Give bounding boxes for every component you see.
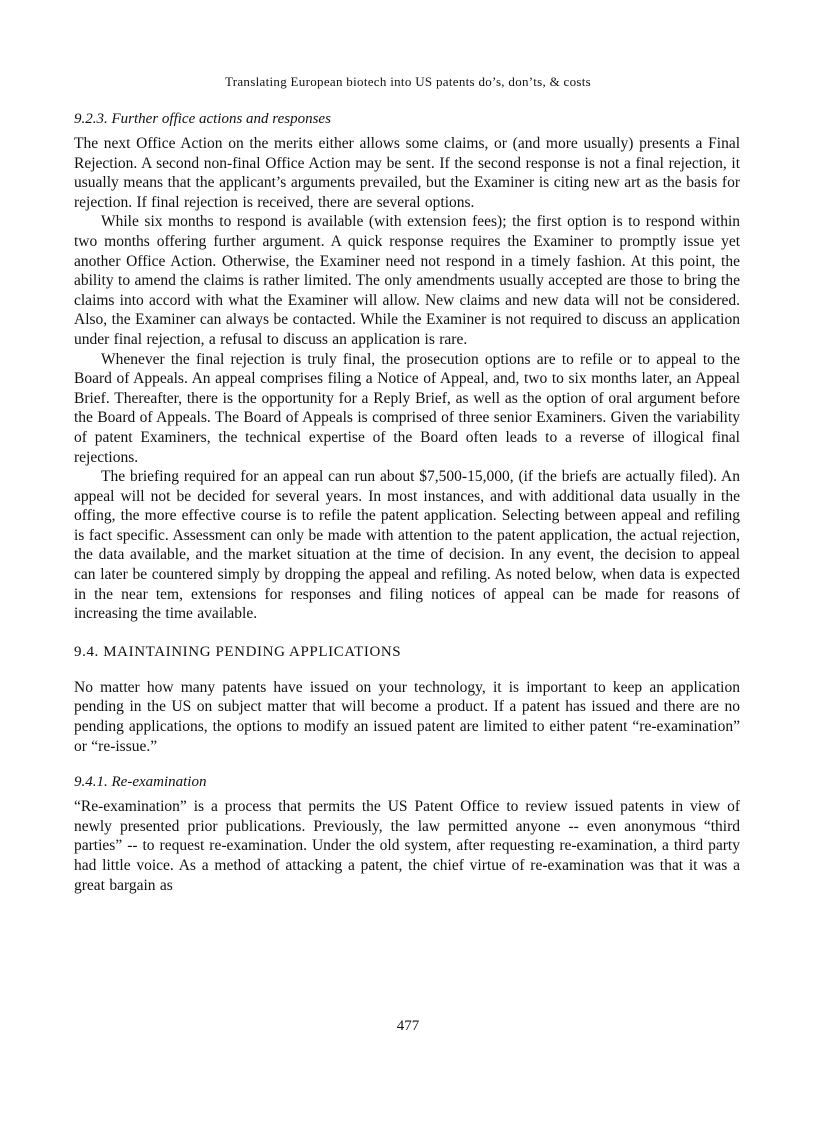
section-heading-9-2-3: 9.2.3. Further office actions and responses [74, 111, 331, 127]
running-head: Translating European biotech into US patents do’s, don’ts, & costs [224, 74, 592, 89]
section-heading-9-4-1: 9.4.1. Re-examination [74, 774, 207, 791]
section-heading-9-4: 9.4. MAINTAINING PENDING APPLICATIONS [74, 643, 402, 660]
paragraph: The briefing required for an appeal can run about $7,500-15,000, (if the briefs are actually filed). An appeal will not be decided for several years. In most instances, and with additional data usually in the offing, the more effective course is to refile the patent application. Selecting between appeal and refiling is fact specific. Assessment can only be made with attention to the patent application, the actual rejection, the data available, and the market situation at the time of decision. In any event, the decision to appeal can later be countered simply by dropping the appeal and refiling. As noted below, when data is expected in the near tem, extensions for responses and filing notices of appeal can be made for reasons of increasing the time available. [74, 468, 740, 623]
page-number: 477 [396, 1018, 420, 1034]
paragraph: No matter how many patents have issued on your technology, it is important to keep an application pending in the US on subject matter that will become a product. If a patent has issued and there are no pending applications, the options to modify an issued patent are limited to either patent “re-examination” or “re-issue.” [74, 678, 740, 755]
paragraph: The next Office Action on the merits either allows some claims, or (and more usually) presents a Final Rejection. A second non-final Office Action may be sent. If the second response is not a final rejection, it usually means that the applicant’s arguments prevailed, but the Examiner is citing new art as the basis for rejection. If final rejection is received, there are several options. [74, 135, 740, 211]
paragraph: While six months to respond is available (with extension fees); the first option is to respond within two months offering further argument. A quick response requires the Examiner to promptly issue yet another Office Action. Otherwise, the Examiner need not respond in a timely fashion. At this point, the ability to amend the claims is rather limited. The only amendments usually accepted are those to bring the claims into accord with what the Examiner will allow. New claims and new data will not be considered. Also, the Examiner can always be contacted. While the Examiner is not required to discuss an application under final rejection, a refusal to discuss an application is rare. [74, 213, 740, 348]
paragraph: Whenever the final rejection is truly final, the prosecution options are to refile or to appeal to the Board of Appeals. An appeal comprises filing a Notice of Appeal, and, two to six months later, an Appeal Brief. Thereafter, there is the opportunity for a Reply Brief, as well as the option of oral argument before the Board of Appeals. The Board of Appeals is comprised of three senior Examiners. Given the variability of patent Examiners, the technical expertise of the Board often leads to a reverse of illogical final rejections. [74, 350, 740, 466]
paragraph: “Re-examination” is a process that permits the US Patent Office to review issued patents in view of newly presented prior publications. Previously, the law permitted anyone -- even anonymous “third parties” -- to request re-examination. Under the old system, after requesting re-examination, a third party had little voice. As a method of attacking a patent, the chief virtue of re-examination was that it was a great bargain as [74, 798, 740, 894]
page-body [74, 110, 740, 895]
